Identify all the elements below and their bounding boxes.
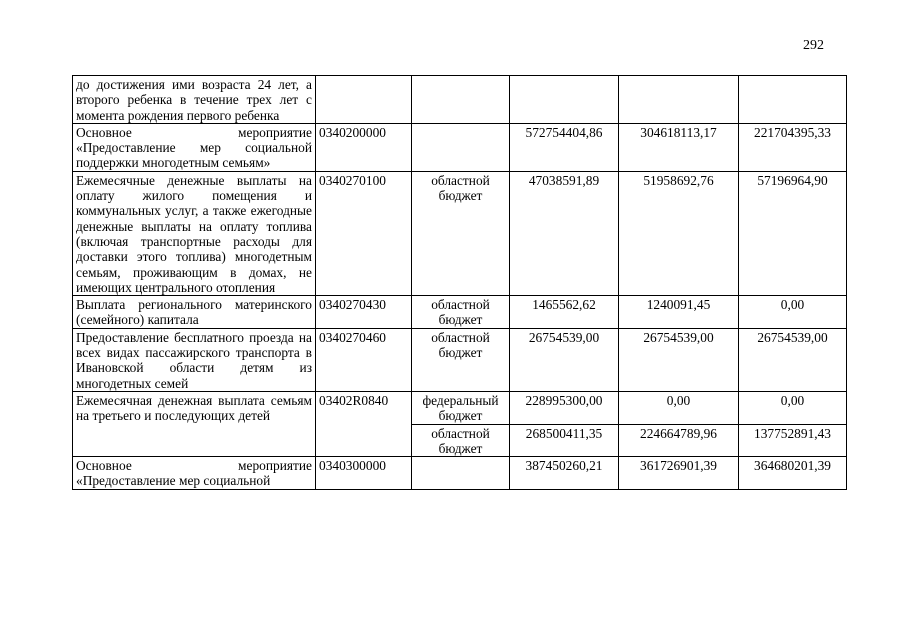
amount-year2-cell: 0,00	[619, 391, 739, 424]
amount-year3-cell: 57196964,90	[739, 171, 847, 295]
funding-source-cell: областной бюджет	[412, 328, 510, 391]
amount-year3-cell: 137752891,43	[739, 424, 847, 457]
measure-name-cell: Предоставление бесплатного проезда на всех видах пассажирского транспорта в Ивановской области детям из многодетных семей	[73, 328, 316, 391]
amount-year1-cell: 47038591,89	[510, 171, 619, 295]
table-row	[73, 391, 847, 424]
funding-source-cell: областной бюджет	[412, 424, 510, 457]
amount-year1-cell	[510, 76, 619, 124]
measure-name-cell: Ежемесячная денежная выплата семьям на третьего и последующих детей	[73, 391, 316, 456]
funding-source-cell	[412, 457, 510, 490]
funding-source-cell	[412, 123, 510, 171]
amount-year3-cell	[739, 76, 847, 124]
amount-year1-cell: 26754539,00	[510, 328, 619, 391]
budget-code-cell	[316, 76, 412, 124]
measure-name-cell: до достижения ими возраста 24 лет, а второго ребенка в течение трех лет с момента рождения первого ребенка	[73, 76, 316, 124]
table-row	[73, 76, 847, 124]
amount-year1-cell: 1465562,62	[510, 296, 619, 329]
budget-code-cell: 0340270430	[316, 296, 412, 329]
amount-year2-cell: 304618113,17	[619, 123, 739, 171]
budget-code-cell: 0340200000	[316, 123, 412, 171]
amount-year1-cell: 228995300,00	[510, 391, 619, 424]
amount-year2-cell: 361726901,39	[619, 457, 739, 490]
budget-table	[72, 75, 847, 490]
amount-year2-cell: 224664789,96	[619, 424, 739, 457]
budget-code-cell: 03402R0840	[316, 391, 412, 456]
table-row	[73, 123, 847, 171]
budget-code-cell: 0340300000	[316, 457, 412, 490]
funding-source-cell: областной бюджет	[412, 296, 510, 329]
measure-name-cell: Ежемесячные денежные выплаты на оплату жилого помещения и коммунальных услуг, а также ежегодные денежные выплаты на оплату топлива (включая транспортные расходы для доставки этого топлива) многодетным семьям, проживающим в домах, не имеющих центрального отопления	[73, 171, 316, 295]
table-row	[73, 457, 847, 490]
table-row	[73, 328, 847, 391]
amount-year3-cell: 0,00	[739, 391, 847, 424]
funding-source-cell	[412, 76, 510, 124]
funding-source-cell: федеральный бюджет	[412, 391, 510, 424]
page-number: 292	[803, 38, 824, 53]
amount-year1-cell: 268500411,35	[510, 424, 619, 457]
budget-table-body	[73, 76, 847, 490]
measure-name-cell: Выплата регионального материнского (семейного) капитала	[73, 296, 316, 329]
amount-year1-cell: 387450260,21	[510, 457, 619, 490]
amount-year2-cell	[619, 76, 739, 124]
measure-name-cell: Основное мероприятие «Предоставление мер социальной поддержки многодетным семьям»	[73, 123, 316, 171]
table-row	[73, 171, 847, 295]
amount-year1-cell: 572754404,86	[510, 123, 619, 171]
amount-year3-cell: 0,00	[739, 296, 847, 329]
amount-year2-cell: 51958692,76	[619, 171, 739, 295]
budget-code-cell: 0340270100	[316, 171, 412, 295]
amount-year3-cell: 221704395,33	[739, 123, 847, 171]
amount-year2-cell: 1240091,45	[619, 296, 739, 329]
amount-year3-cell: 364680201,39	[739, 457, 847, 490]
table-row	[73, 296, 847, 329]
amount-year2-cell: 26754539,00	[619, 328, 739, 391]
budget-code-cell: 0340270460	[316, 328, 412, 391]
funding-source-cell: областной бюджет	[412, 171, 510, 295]
amount-year3-cell: 26754539,00	[739, 328, 847, 391]
measure-name-cell: Основное мероприятие «Предоставление мер социальной	[73, 457, 316, 490]
